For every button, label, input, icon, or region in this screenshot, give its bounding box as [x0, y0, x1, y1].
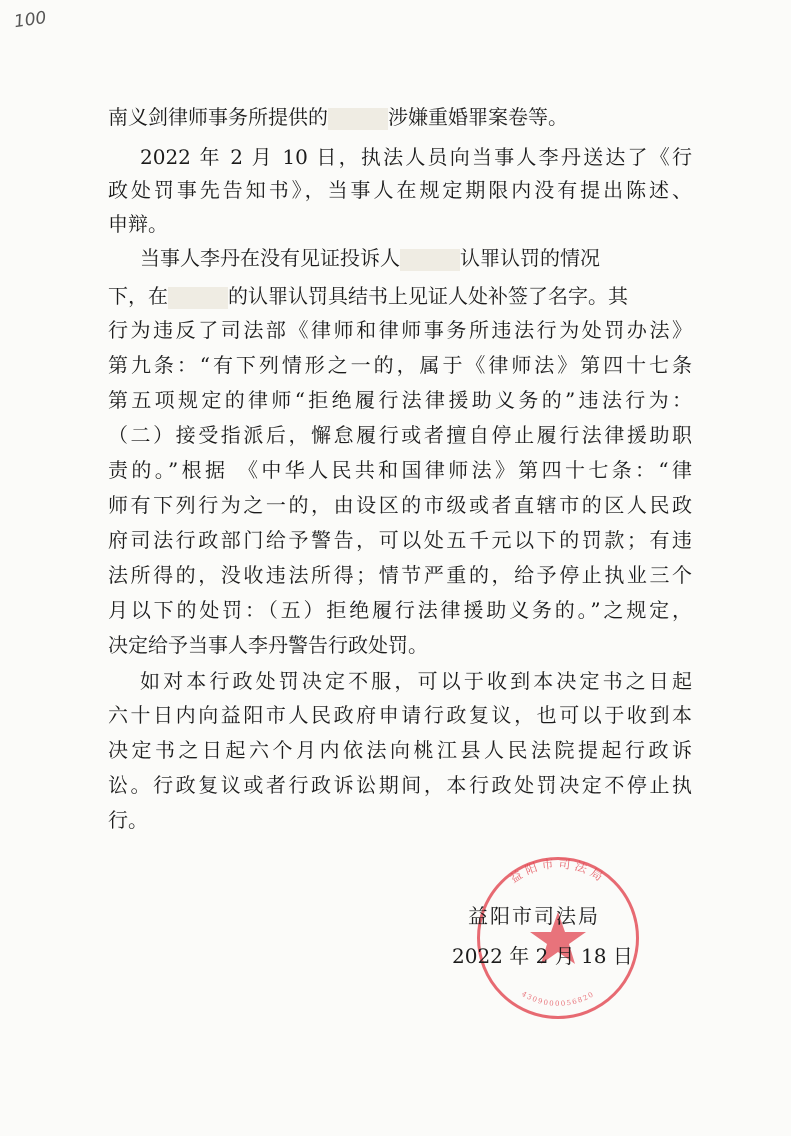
- redacted-name: [168, 287, 228, 309]
- text-line: [108, 562, 692, 588]
- text-line: [108, 211, 692, 237]
- text-line: [108, 352, 692, 378]
- text-segment: 决定给予当事人李丹警告行政处罚。: [108, 633, 428, 657]
- text-line: [108, 702, 692, 728]
- text-segment: 第五项规定的律师“拒绝履行法律援助义务的”违法行为：: [108, 388, 692, 412]
- text-segment: （二）接受指派后，懈怠履行或者擅自停止履行法律援助职: [108, 423, 692, 447]
- text-line: [108, 807, 692, 833]
- text-line: [108, 317, 692, 343]
- text-segment: 南义剑律师事务所提供的: [108, 105, 328, 129]
- svg-text:益阳市司法局: [507, 856, 608, 885]
- text-line: [140, 245, 692, 271]
- text-line: [108, 527, 692, 553]
- text-segment: 法所得的，没收违法所得；情节严重的，给予停止执业三个: [108, 563, 692, 587]
- text-segment: 行为违反了司法部《律师和律师事务所违法行为处罚办法》: [108, 318, 692, 342]
- text-segment: 决定书之日起六个月内依法向桃江县人民法院提起行政诉: [108, 738, 692, 762]
- text-segment: 月以下的处罚：（五）拒绝履行法律援助义务的。”之规定，: [108, 598, 692, 622]
- text-segment: 讼。行政复议或者行政诉讼期间，本行政处罚决定不停止执: [108, 773, 692, 797]
- issue-date: 2022 年 2 月 18 日: [452, 944, 633, 968]
- text-line: [108, 283, 692, 309]
- text-segment: 如对本行政处罚决定不服，可以于收到本决定书之日起: [140, 669, 692, 693]
- official-seal: [477, 857, 639, 1019]
- text-segment: 政处罚事先告知书》，当事人在规定期限内没有提出陈述、: [108, 178, 692, 202]
- text-line: [108, 457, 692, 483]
- seal-graphic: [480, 856, 636, 1016]
- seal-number: 4309000056820: [520, 989, 596, 1008]
- text-segment: 六十日内向益阳市人民政府申请行政复议，也可以于收到本: [108, 703, 692, 727]
- text-line: [108, 387, 692, 413]
- text-line: [108, 632, 692, 658]
- text-segment: 行。: [108, 808, 148, 832]
- text-segment: 府司法行政部门给予警告，可以处五千元以下的罚款；有违: [108, 528, 692, 552]
- text-segment: 当事人李丹在没有见证投诉人: [140, 246, 400, 270]
- text-line: [108, 737, 692, 763]
- text-segment: 涉嫌重婚罪案卷等。: [388, 105, 568, 129]
- text-line: [140, 144, 692, 170]
- text-line: [108, 422, 692, 448]
- redacted-name: [400, 249, 460, 271]
- text-line: [108, 597, 692, 623]
- text-line: [108, 104, 692, 130]
- text-segment: 第九条：“有下列情形之一的，属于《律师法》第四十七条: [108, 353, 692, 377]
- svg-text:4309000056820: [520, 990, 596, 1008]
- text-segment: 下，在: [108, 284, 168, 308]
- text-segment: 申辩。: [108, 212, 168, 236]
- text-line: [108, 492, 692, 518]
- text-line: [108, 177, 692, 203]
- text-line: [108, 772, 692, 798]
- issuer-name: 益阳市司法局: [468, 904, 600, 928]
- seal-text: 益阳市司法局: [507, 856, 609, 886]
- text-segment: 的认罪认罚具结书上见证人处补签了名字。其: [228, 284, 628, 308]
- text-segment: 2022 年 2 月 10 日，执法人员向当事人李丹送达了《行: [140, 145, 692, 169]
- text-segment: 责的。”根据 《中华人民共和国律师法》第四十七条：“律: [108, 458, 692, 482]
- text-line: [140, 668, 692, 694]
- handwritten-page-number: 100: [12, 7, 48, 33]
- text-segment: 师有下列行为之一的，由设区的市级或者直辖市的区人民政: [108, 493, 692, 517]
- redacted-name: [328, 108, 388, 130]
- text-segment: 认罪认罚的情况: [460, 246, 600, 270]
